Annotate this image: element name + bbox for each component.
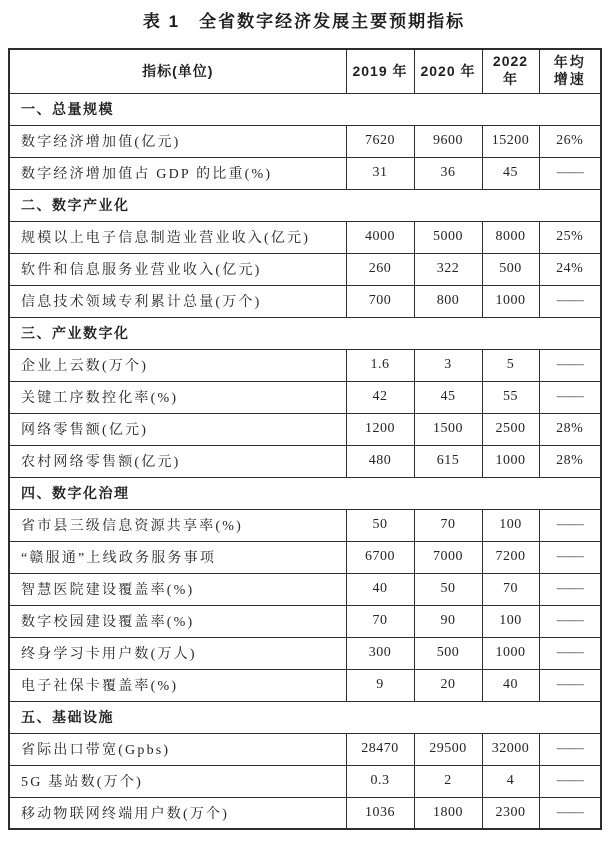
growth-value-cell: [539, 157, 601, 189]
value-2019-cell: 1036: [346, 797, 414, 829]
indicator-label-cell: 软件和信息服务业营业收入(亿元): [9, 253, 346, 285]
table-row: [9, 733, 601, 765]
no-value-dash: ——: [556, 773, 583, 788]
section-row: [9, 701, 601, 733]
header-year-2022: 2022 年: [482, 49, 539, 93]
value-2019-cell: 40: [346, 573, 414, 605]
indicator-label-cell: 规模以上电子信息制造业营业收入(亿元): [9, 221, 346, 253]
table-body: [9, 93, 601, 829]
section-title-cell: 三、产业数字化: [9, 317, 601, 349]
growth-value-cell: [539, 733, 601, 765]
value-2019-cell: 31: [346, 157, 414, 189]
indicators-table: [8, 48, 602, 830]
page-title: 表 1 全省数字经济发展主要预期指标: [142, 12, 466, 31]
value-2020-cell: 500: [414, 637, 482, 669]
value-2022-cell: 1000: [482, 637, 539, 669]
value-2019-cell: 0.3: [346, 765, 414, 797]
value-2020-cell: 70: [414, 509, 482, 541]
value-2022-cell: 8000: [482, 221, 539, 253]
growth-value-cell: 28%: [539, 445, 601, 477]
growth-value-cell: [539, 669, 601, 701]
table-row: [9, 669, 601, 701]
growth-value-cell: 26%: [539, 125, 601, 157]
indicator-label-cell: 省际出口带宽(Gpbs): [9, 733, 346, 765]
value-2019-cell: 28470: [346, 733, 414, 765]
table-row: [9, 125, 601, 157]
value-2020-cell: 7000: [414, 541, 482, 573]
value-2020-cell: 615: [414, 445, 482, 477]
value-2019-cell: 480: [346, 445, 414, 477]
no-value-dash: ——: [556, 645, 583, 660]
table-row: [9, 221, 601, 253]
value-2019-cell: 9: [346, 669, 414, 701]
value-2022-cell: 55: [482, 381, 539, 413]
table-row: [9, 445, 601, 477]
value-2020-cell: 1800: [414, 797, 482, 829]
no-value-dash: ——: [556, 677, 583, 692]
value-2019-cell: 50: [346, 509, 414, 541]
growth-value-cell: 25%: [539, 221, 601, 253]
table-row: [9, 157, 601, 189]
value-2020-cell: 9600: [414, 125, 482, 157]
indicator-label-cell: 数字校园建设覆盖率(%): [9, 605, 346, 637]
value-2022-cell: 45: [482, 157, 539, 189]
value-2022-cell: 2300: [482, 797, 539, 829]
value-2020-cell: 50: [414, 573, 482, 605]
table-row: [9, 541, 601, 573]
value-2022-cell: 100: [482, 605, 539, 637]
value-2019-cell: 6700: [346, 541, 414, 573]
growth-value-cell: [539, 605, 601, 637]
value-2020-cell: 90: [414, 605, 482, 637]
header-annual-growth-line1: 年均: [553, 53, 586, 70]
no-value-dash: ——: [556, 613, 583, 628]
table-row: [9, 349, 601, 381]
value-2022-cell: 70: [482, 573, 539, 605]
value-2020-cell: 36: [414, 157, 482, 189]
value-2019-cell: 7620: [346, 125, 414, 157]
growth-value-cell: [539, 349, 601, 381]
no-value-dash: ——: [556, 517, 583, 532]
table-row: [9, 509, 601, 541]
value-2022-cell: 7200: [482, 541, 539, 573]
indicator-label-cell: 终身学习卡用户数(万人): [9, 637, 346, 669]
table-row: [9, 573, 601, 605]
section-row: [9, 189, 601, 221]
value-2019-cell: 1200: [346, 413, 414, 445]
value-2019-cell: 260: [346, 253, 414, 285]
value-2020-cell: 2: [414, 765, 482, 797]
section-title-cell: 二、数字产业化: [9, 189, 601, 221]
no-value-dash: ——: [556, 165, 583, 180]
indicator-label-cell: 企业上云数(万个): [9, 349, 346, 381]
section-row: [9, 477, 601, 509]
value-2022-cell: 100: [482, 509, 539, 541]
value-2022-cell: 40: [482, 669, 539, 701]
value-2019-cell: 1.6: [346, 349, 414, 381]
no-value-dash: ——: [556, 741, 583, 756]
value-2020-cell: 1500: [414, 413, 482, 445]
value-2020-cell: 800: [414, 285, 482, 317]
no-value-dash: ——: [556, 389, 583, 404]
growth-value-cell: [539, 509, 601, 541]
indicator-label-cell: 信息技术领域专利累计总量(万个): [9, 285, 346, 317]
section-row: [9, 93, 601, 125]
indicator-label-cell: 数字经济增加值占 GDP 的比重(%): [9, 157, 346, 189]
growth-value-cell: 28%: [539, 413, 601, 445]
no-value-dash: ——: [556, 357, 583, 372]
indicator-label-cell: 5G 基站数(万个): [9, 765, 346, 797]
growth-value-cell: [539, 573, 601, 605]
value-2022-cell: 15200: [482, 125, 539, 157]
value-2020-cell: 3: [414, 349, 482, 381]
section-row: [9, 317, 601, 349]
section-title-cell: 一、总量规模: [9, 93, 601, 125]
table-row: [9, 285, 601, 317]
value-2022-cell: 2500: [482, 413, 539, 445]
value-2022-cell: 1000: [482, 445, 539, 477]
no-value-dash: ——: [556, 581, 583, 596]
table-row: [9, 637, 601, 669]
growth-value-cell: 24%: [539, 253, 601, 285]
table-row: [9, 605, 601, 637]
no-value-dash: ——: [556, 549, 583, 564]
table-header-row: [9, 49, 601, 93]
table-row: [9, 765, 601, 797]
indicator-label-cell: 电子社保卡覆盖率(%): [9, 669, 346, 701]
growth-value-cell: [539, 381, 601, 413]
table-row: [9, 381, 601, 413]
value-2022-cell: 500: [482, 253, 539, 285]
growth-value-cell: [539, 765, 601, 797]
value-2019-cell: 300: [346, 637, 414, 669]
value-2020-cell: 322: [414, 253, 482, 285]
value-2020-cell: 5000: [414, 221, 482, 253]
growth-value-cell: [539, 541, 601, 573]
growth-value-cell: [539, 797, 601, 829]
value-2020-cell: 29500: [414, 733, 482, 765]
no-value-dash: ——: [556, 293, 583, 308]
growth-value-cell: [539, 637, 601, 669]
indicator-label-cell: 移动物联网终端用户数(万个): [9, 797, 346, 829]
header-indicator-unit: 指标(单位): [9, 49, 346, 93]
indicator-label-cell: “赣服通”上线政务服务事项: [9, 541, 346, 573]
value-2022-cell: 1000: [482, 285, 539, 317]
header-annual-growth-line2: 增速: [553, 71, 586, 88]
value-2019-cell: 42: [346, 381, 414, 413]
no-value-dash: ——: [556, 804, 583, 820]
value-2019-cell: 700: [346, 285, 414, 317]
value-2020-cell: 45: [414, 381, 482, 413]
value-2022-cell: 5: [482, 349, 539, 381]
header-annual-growth: [539, 49, 601, 93]
value-2022-cell: 4: [482, 765, 539, 797]
header-year-2019: 2019 年: [346, 49, 414, 93]
table-row: [9, 797, 601, 829]
indicator-label-cell: 农村网络零售额(亿元): [9, 445, 346, 477]
section-title-cell: 五、基础设施: [9, 701, 601, 733]
indicator-label-cell: 省市县三级信息资源共享率(%): [9, 509, 346, 541]
section-title-cell: 四、数字化治理: [9, 477, 601, 509]
growth-value-cell: [539, 285, 601, 317]
header-year-2020: 2020 年: [414, 49, 482, 93]
table-row: [9, 253, 601, 285]
indicator-label-cell: 关键工序数控化率(%): [9, 381, 346, 413]
indicator-label-cell: 数字经济增加值(亿元): [9, 125, 346, 157]
value-2019-cell: 4000: [346, 221, 414, 253]
value-2022-cell: 32000: [482, 733, 539, 765]
value-2019-cell: 70: [346, 605, 414, 637]
indicator-label-cell: 网络零售额(亿元): [9, 413, 346, 445]
indicator-label-cell: 智慧医院建设覆盖率(%): [9, 573, 346, 605]
value-2020-cell: 20: [414, 669, 482, 701]
table-row: [9, 413, 601, 445]
